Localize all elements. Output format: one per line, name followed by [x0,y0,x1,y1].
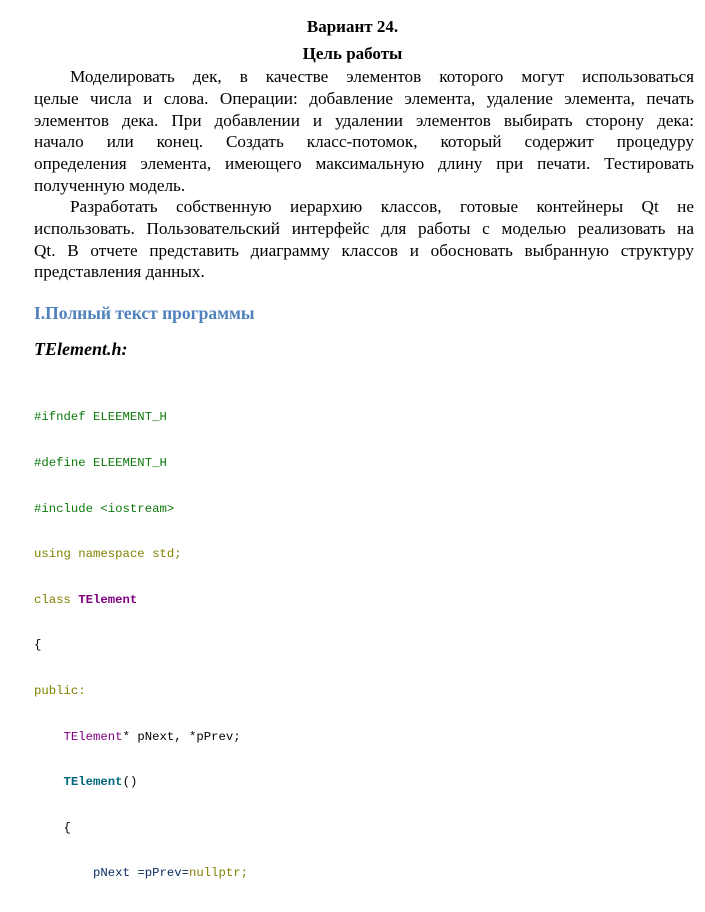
paragraph-line: начало или конец. Создать класс-потомок, который содержит процедуру [34,132,694,152]
code-line [34,821,248,836]
paragraph-line: использовать. Пользовательский интерфейс для работы с моделью реализовать на [34,218,694,238]
goal-heading: Цель работы [302,44,403,63]
code-indent [34,866,93,880]
code-indent [34,730,64,744]
preprocessor-directive: #ifndef ELEEMENT_H [34,410,167,425]
code-listing [34,380,248,912]
keyword: public: [34,683,86,698]
paragraph-line: определения элемента, имеющего максимальную длину при печати. Тестировать [34,154,694,174]
code-text: { [34,638,42,653]
section-heading: I.Полный текст программы [34,303,255,323]
code-text: * pNext, *pPrev; [122,729,241,744]
code-indent [34,775,64,789]
paragraph-line: полученную модель. [34,175,186,195]
code-line [34,593,248,608]
constructor-name: TElement [63,775,123,790]
paragraph-line: представления данных. [34,262,205,282]
paragraph-line: элементов дека. При добавлении и удалении элементов выбирать сторону дека: [34,110,694,130]
code-line [34,547,248,562]
preprocessor-directive: #define ELEEMENT_H [34,456,167,470]
code-text: { [63,820,71,835]
code-line [34,502,248,517]
task-description-paragraph [34,66,694,197]
code-line [34,410,248,425]
requirements-paragraph [34,196,694,283]
variant-heading: Вариант 24. [306,17,399,36]
paragraph-line: Моделировать дек, в качестве элементов которого могут использоваться [70,67,694,86]
preprocessor-directive: #include <iostream> [34,501,175,516]
code-indent [34,821,64,835]
code-line [34,684,248,699]
file-name-heading: TElement.h: [34,339,128,359]
code-text: () [122,775,138,790]
code-line [34,456,248,471]
code-line [34,730,248,745]
keyword: class [34,592,79,607]
code-text: pNext =pPrev= [93,866,189,881]
keyword: nullptr; [188,866,249,881]
code-line [34,775,248,790]
code-line [34,866,248,881]
paragraph-line: целые числа и слова. Операции: добавление элемента, удаление элемента, печать [34,88,694,108]
code-line [34,638,248,653]
paragraph-line: Qt. В отчете представить диаграмму классов и обосновать выбранную структуру [34,240,694,260]
class-name: TElement [78,592,138,607]
type-name: TElement [63,729,123,744]
keyword: using namespace std; [34,547,182,562]
paragraph-line: Разработать собственную иерархию классов, готовые контейнеры Qt не [70,197,694,216]
